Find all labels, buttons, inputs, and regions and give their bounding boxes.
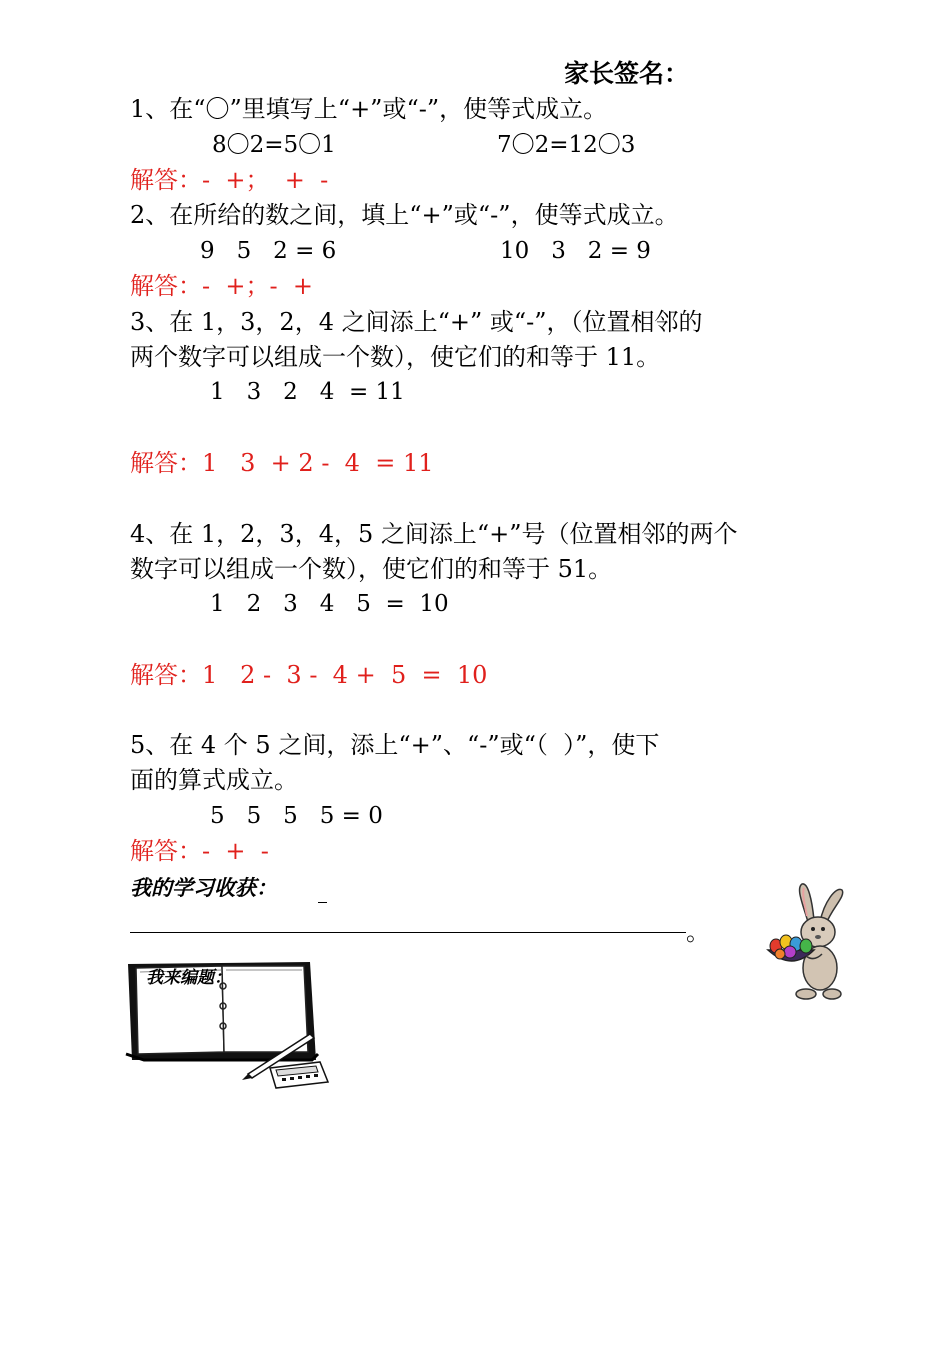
q1-expression-b: 7〇2=12〇3 xyxy=(497,132,636,158)
q5-answer: 解答：- + - xyxy=(130,837,269,865)
q3-expression: 1 3 2 4 = 11 xyxy=(210,379,405,405)
q5-question-line1: 5、在 4 个 5 之间，添上“+”、“-”或“（ ）”，使下 xyxy=(130,731,660,759)
q3-answer: 解答：1 3 + 2 - 4 = 11 xyxy=(130,449,434,477)
q2-question: 2、在所给的数之间，填上“+”或“-”，使等式成立。 xyxy=(130,201,679,229)
q1-question: 1、在“〇”里填写上“+”或“-”，使等式成立。 xyxy=(130,95,608,123)
reflection-answer-line xyxy=(130,932,686,933)
q4-expression: 1 2 3 4 5 = 10 xyxy=(210,591,449,617)
q2-expression-b: 10 3 2 = 9 xyxy=(500,238,651,264)
notebook-label: 我来编题： xyxy=(146,968,231,988)
q2-expression-a: 9 5 2 = 6 xyxy=(200,238,337,264)
reflection-blank-start xyxy=(318,902,327,903)
q2-answer: 解答：- +；- + xyxy=(130,272,313,300)
q4-question-line2: 数字可以组成一个数），使它们的和等于 51。 xyxy=(130,555,613,583)
q1-expression-a: 8〇2=5〇1 xyxy=(212,132,336,158)
q3-question-line1: 3、在 1，3，2，4 之间添上“+” 或“-”，（位置相邻的 xyxy=(130,308,703,336)
q1-answer: 解答：- +； + - xyxy=(130,166,329,194)
q5-expression: 5 5 5 5 = 0 xyxy=(210,803,383,829)
reflection-label: 我的学习收获： xyxy=(130,876,277,900)
q4-answer: 解答：1 2 - 3 - 4 + 5 = 10 xyxy=(130,661,488,689)
parent-signature-label: 家长签名： xyxy=(564,59,690,88)
reflection-end-mark: 。 xyxy=(686,918,710,946)
q4-question-line1: 4、在 1，2，3，4，5 之间添上“+”号（位置相邻的两个 xyxy=(130,520,738,548)
bunny-with-eggs-icon xyxy=(762,882,854,1006)
q3-question-line2: 两个数字可以组成一个数），使它们的和等于 11。 xyxy=(130,343,661,371)
q5-question-line2: 面的算式成立。 xyxy=(130,766,298,794)
